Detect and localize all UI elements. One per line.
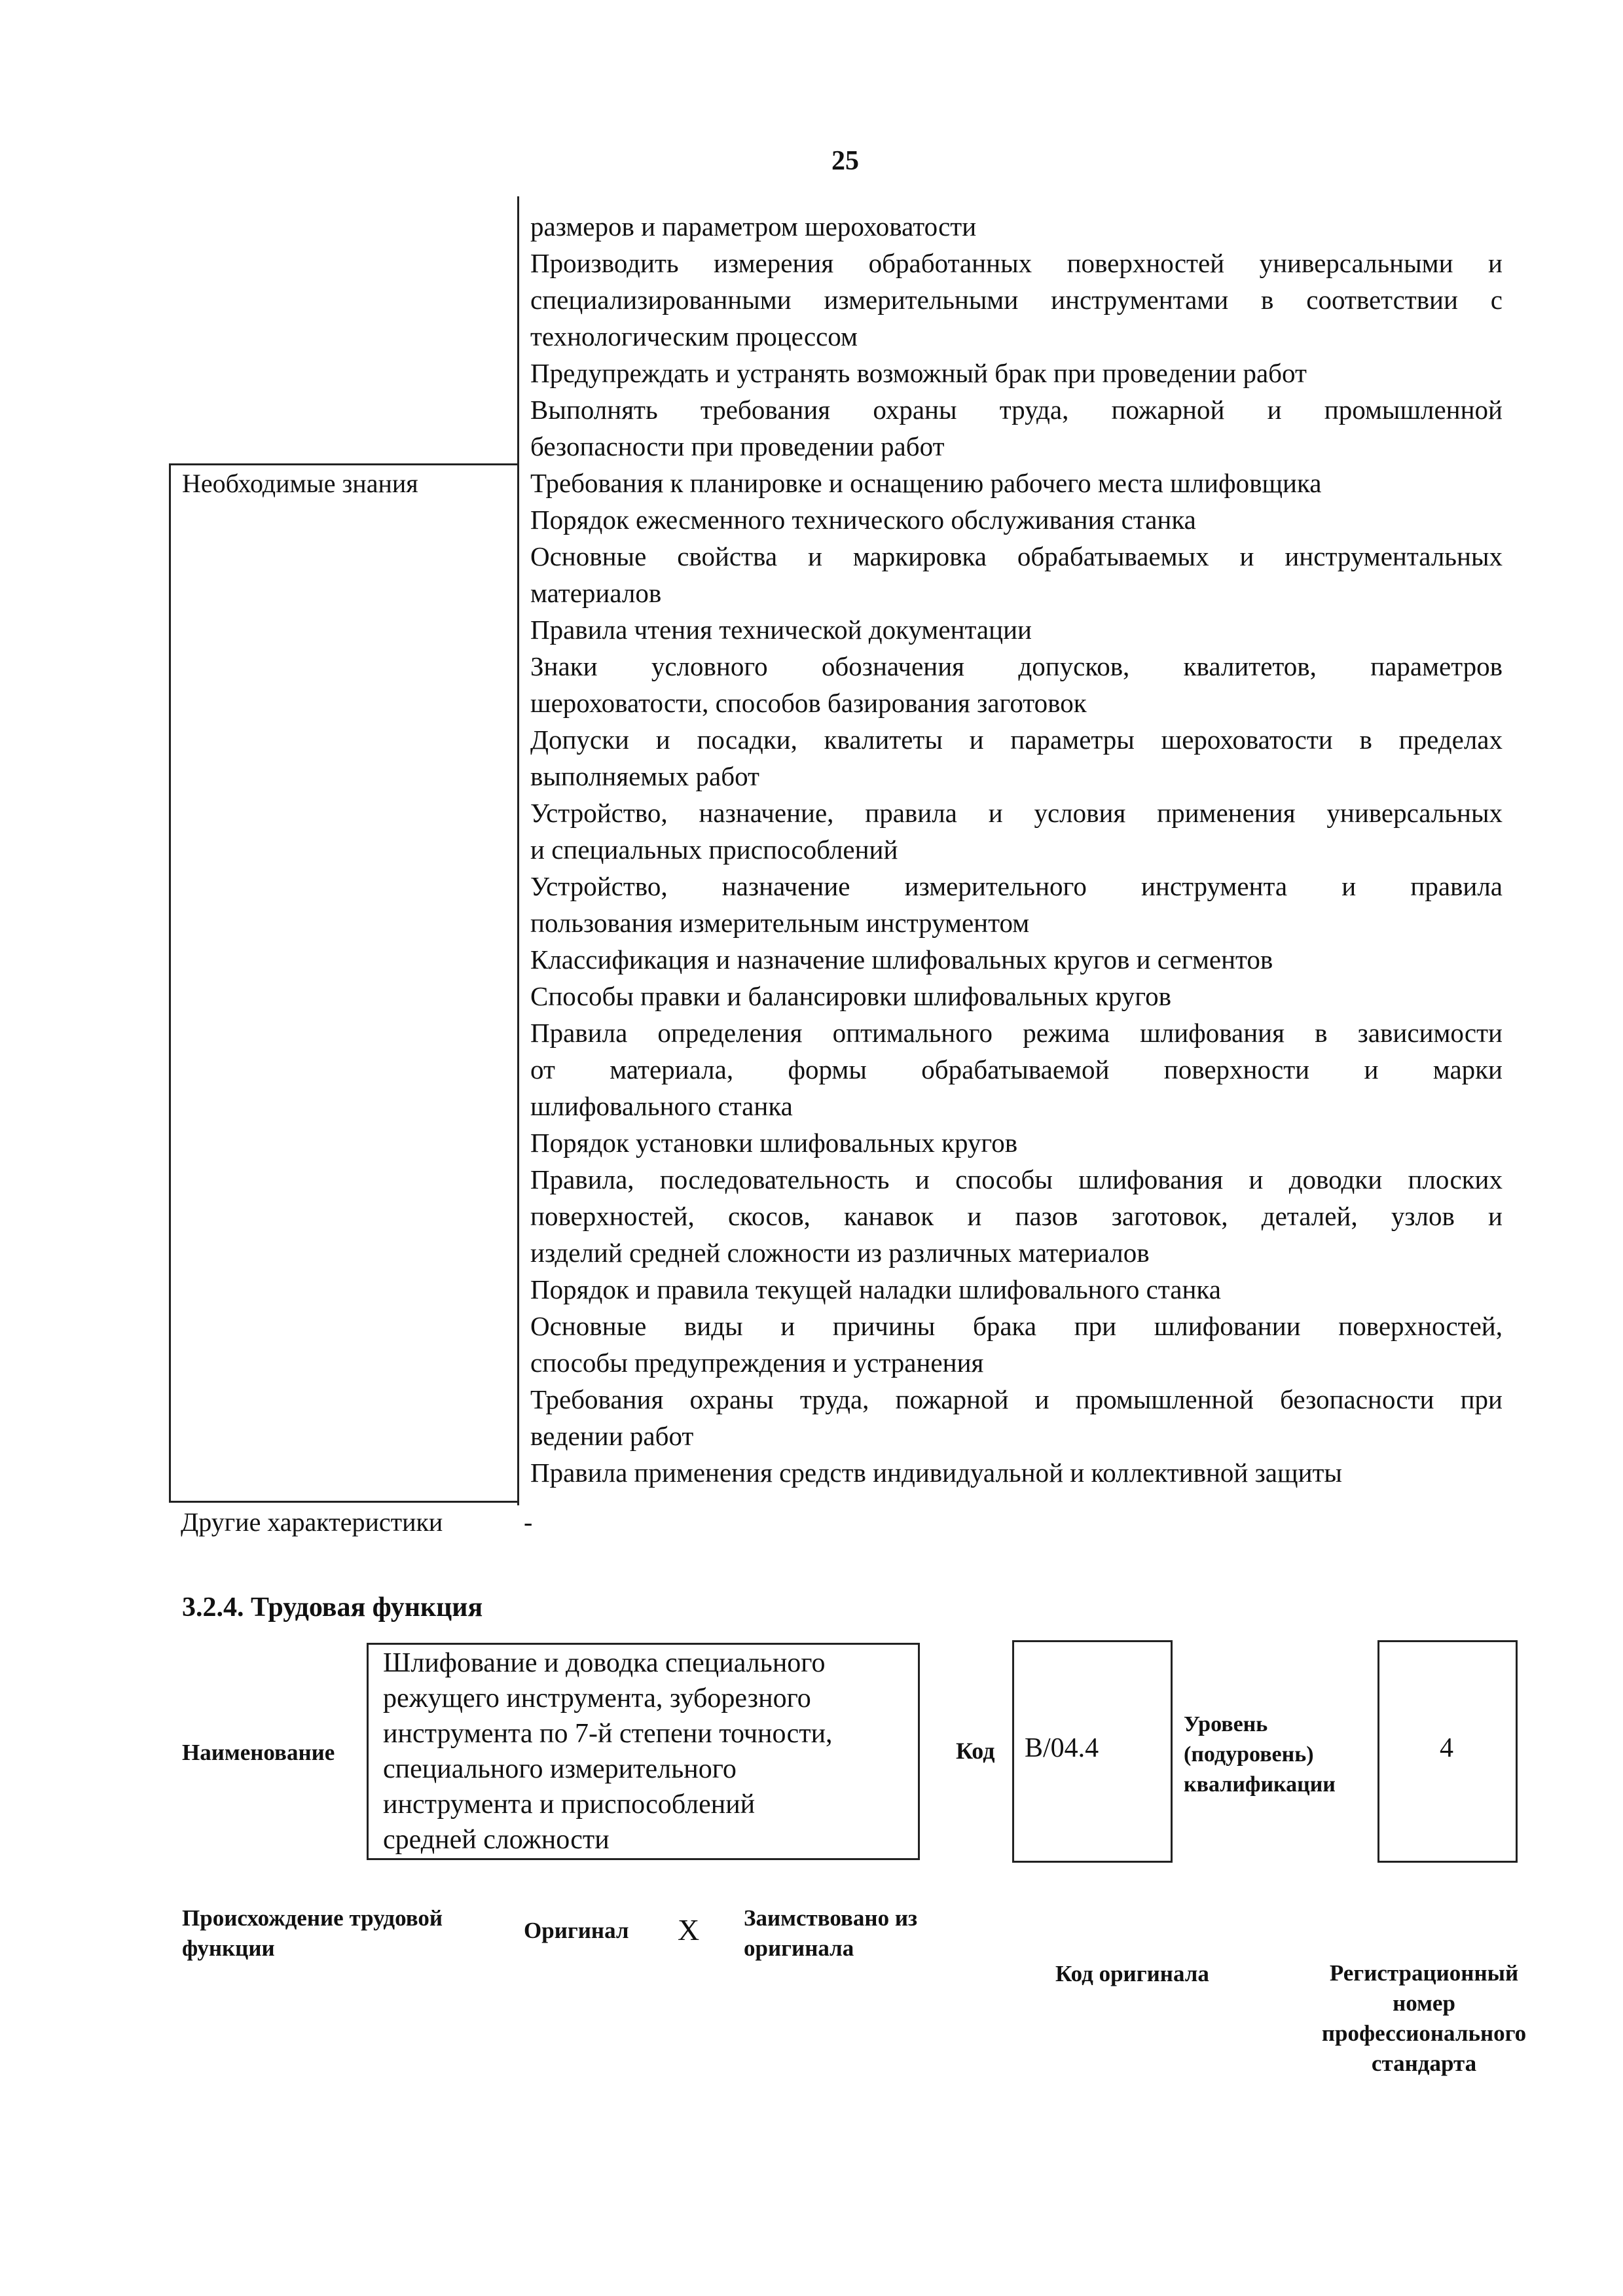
- borrowed-label-line: оригинала: [744, 1935, 854, 1961]
- table-row: от материала, формы обрабатываемой поверхности и марки: [530, 1054, 1503, 1085]
- reg-number-line: номер: [1393, 1990, 1455, 2016]
- code-label: Код: [956, 1738, 995, 1764]
- table-row: Устройство, назначение измерительного инструмента и правила: [530, 871, 1503, 901]
- function-name-line: специального измерительного: [383, 1754, 737, 1784]
- function-name-line: инструмента по 7-й степени точности,: [383, 1719, 833, 1749]
- code-box: [1012, 1640, 1173, 1863]
- table-row: Порядок установки шлифовальных кругов: [530, 1128, 1018, 1158]
- table-row: Знаки условного обозначения допусков, квалитетов, параметров: [530, 651, 1503, 681]
- code-value: B/04.4: [1025, 1733, 1099, 1763]
- level-box: [1377, 1640, 1518, 1863]
- table-row: Требования к планировке и оснащению рабочего места шлифовщика: [530, 468, 1322, 498]
- borrowed-label: [744, 1903, 917, 1964]
- table-row: и специальных приспособлений: [530, 834, 898, 865]
- table-row: выполняемых работ: [530, 761, 759, 791]
- table-row: Требования охраны труда, пожарной и промышленной безопасности при: [530, 1384, 1503, 1414]
- table-row: Основные свойства и маркировка обрабатываемых и инструментальных: [530, 541, 1503, 571]
- reg-number-label: [1283, 1958, 1565, 2079]
- table-bottom-border: [169, 1501, 519, 1503]
- table-row: шлифовального станка: [530, 1091, 793, 1121]
- table-row: технологическим процессом: [530, 321, 858, 351]
- section-title: 3.2.4. Трудовая функция: [182, 1592, 483, 1623]
- table-row: Предупреждать и устранять возможный брак при проведении работ: [530, 358, 1307, 388]
- table-row: Классификация и назначение шлифовальных кругов и сегментов: [530, 944, 1273, 975]
- table-row: Способы правки и балансировки шлифовальных кругов: [530, 981, 1171, 1011]
- table-row: размеров и параметром шероховатости: [530, 211, 977, 242]
- function-name-line: Шлифование и доводка специального: [383, 1648, 826, 1678]
- original-mark: X: [678, 1913, 700, 1946]
- table-row: пользования измерительным инструментом: [530, 908, 1030, 938]
- original-label: Оригинал: [524, 1918, 629, 1943]
- function-name-line: инструмента и приспособлений: [383, 1789, 756, 1820]
- table-row: Допуски и посадки, квалитеты и параметры шероховатости в пределах: [530, 725, 1503, 755]
- borrowed-label-line: Заимствовано из: [744, 1905, 918, 1931]
- table-row: шероховатости, способов базирования заготовок: [530, 688, 1087, 718]
- table-row: ведении работ: [530, 1421, 694, 1451]
- other-characteristics-label: Другие характеристики: [181, 1507, 443, 1537]
- level-value: 4: [1440, 1733, 1453, 1763]
- table-row: Правила, последовательность и способы шлифования и доводки плоских: [530, 1164, 1503, 1194]
- level-label-line: квалификации: [1184, 1772, 1336, 1797]
- table-row: Правила чтения технической документации: [530, 615, 1032, 645]
- table-row: Правила применения средств индивидуальной и коллективной защиты: [530, 1458, 1342, 1488]
- table-row: материалов: [530, 578, 662, 608]
- table-row: Порядок и правила текущей наладки шлифовального станка: [530, 1274, 1221, 1304]
- table-row: Порядок ежесменного технического обслуживания станка: [530, 505, 1196, 535]
- other-characteristics-value: -: [524, 1507, 533, 1537]
- level-label-line: (подуровень): [1184, 1742, 1314, 1767]
- table-row: Выполнять требования охраны труда, пожарной и промышленной: [530, 395, 1503, 425]
- table-row: безопасности при проведении работ: [530, 431, 945, 461]
- origin-label-line: функции: [182, 1935, 275, 1961]
- code-original-label: Код оригинала: [1055, 1961, 1209, 1986]
- table-row: специализированными измерительными инструментами в соответствии с: [530, 285, 1503, 315]
- table-row: Правила определения оптимального режима шлифования в зависимости: [530, 1018, 1503, 1048]
- function-name-box: [367, 1643, 920, 1860]
- function-name-line: режущего инструмента, зуборезного: [383, 1683, 811, 1713]
- origin-label-line: Происхождение трудовой: [182, 1905, 443, 1931]
- table-left-border: [169, 463, 171, 1501]
- origin-label: [182, 1903, 443, 1964]
- page-number: 25: [831, 146, 859, 176]
- table-column-divider: [517, 196, 519, 1505]
- table-row: Устройство, назначение, правила и условия применения универсальных: [530, 798, 1503, 828]
- level-label-line: Уровень: [1184, 1712, 1268, 1736]
- reg-number-line: стандарта: [1371, 2051, 1477, 2076]
- table-row: Производить измерения обработанных поверхностей универсальными и: [530, 248, 1503, 278]
- function-name-label: Наименование: [182, 1740, 335, 1765]
- function-name-line: средней сложности: [383, 1825, 610, 1855]
- reg-number-line: профессионального: [1321, 2020, 1527, 2046]
- knowledge-label: Необходимые знания: [182, 469, 418, 498]
- table-top-border: [169, 463, 519, 465]
- table-row: Основные виды и причины брака при шлифовании поверхностей,: [530, 1311, 1503, 1341]
- reg-number-line: Регистрационный: [1329, 1960, 1519, 1986]
- table-row: изделий средней сложности из различных материалов: [530, 1238, 1150, 1268]
- level-label: [1184, 1710, 1336, 1800]
- table-row: способы предупреждения и устранения: [530, 1348, 984, 1378]
- table-row: поверхностей, скосов, канавок и пазов заготовок, деталей, узлов и: [530, 1201, 1503, 1231]
